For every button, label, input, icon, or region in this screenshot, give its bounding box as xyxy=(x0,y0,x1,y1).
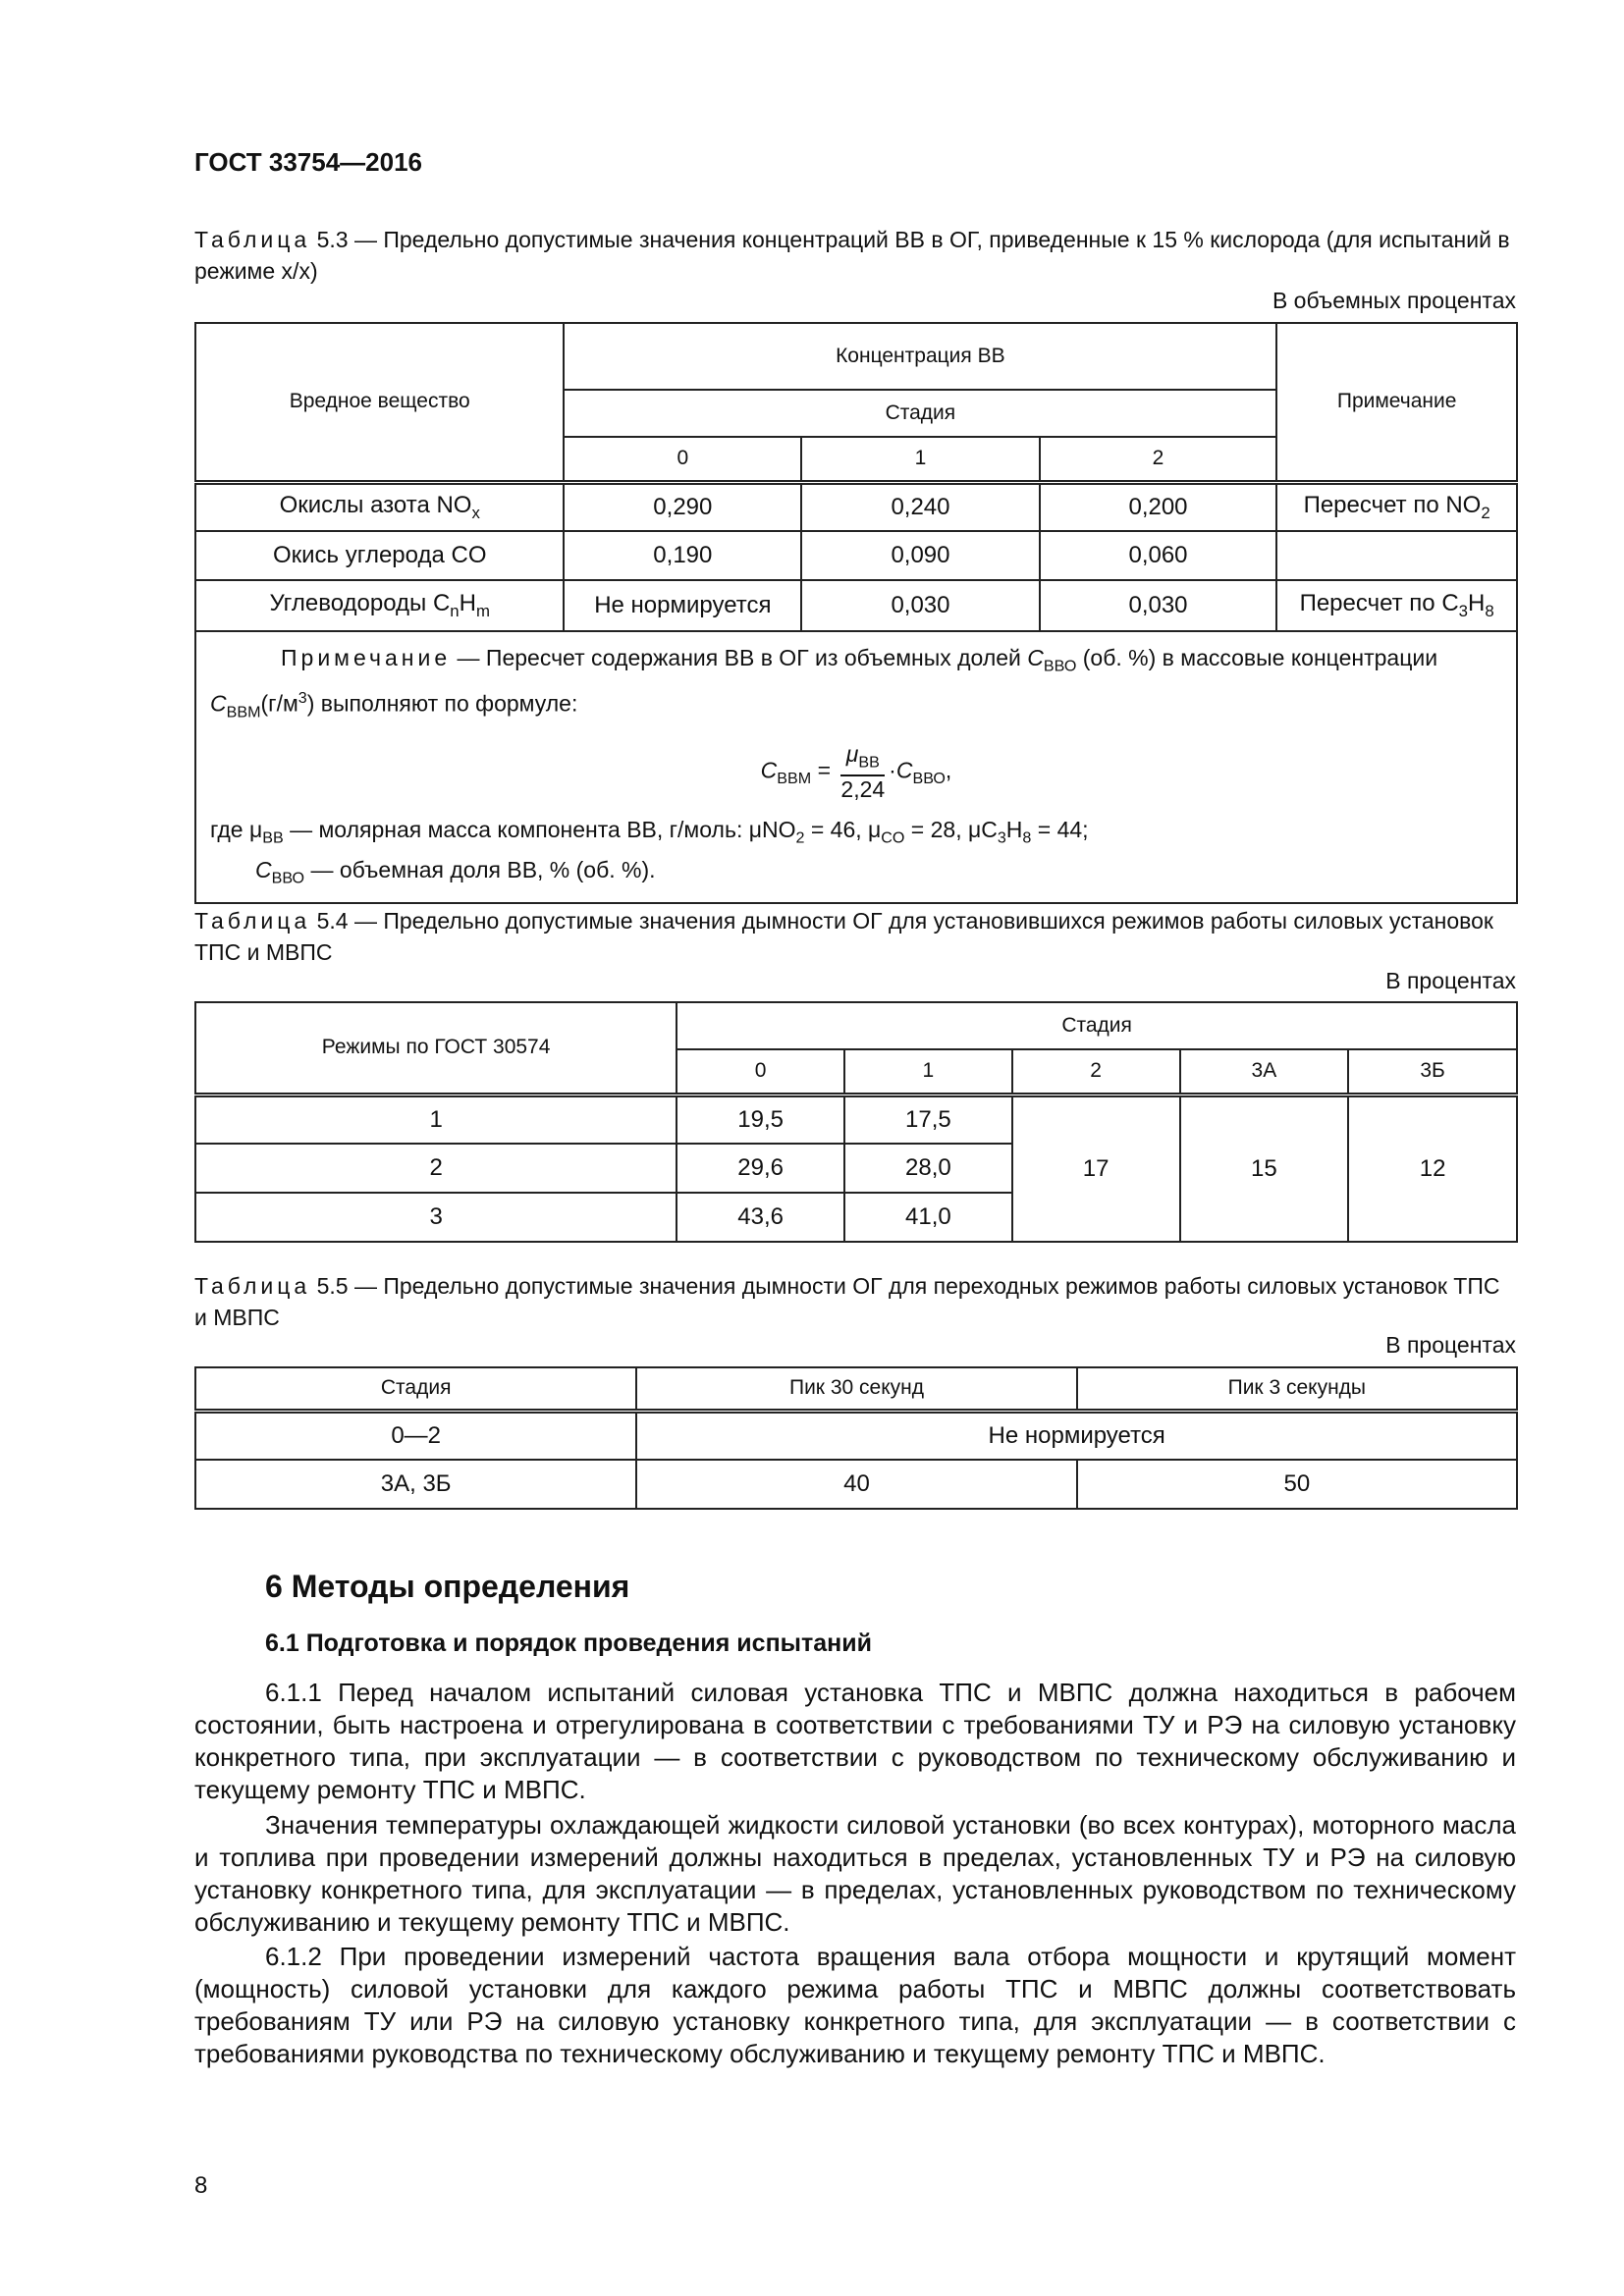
stage-0: 0 xyxy=(677,1049,844,1095)
table-note xyxy=(195,631,1517,903)
value-cell: 17,5 xyxy=(844,1095,1012,1144)
table-5-5 xyxy=(194,1366,1518,1510)
stage-0: 0 xyxy=(564,437,801,482)
value-cell: Не нормируется xyxy=(564,580,801,631)
caption-lead: Таблица xyxy=(194,227,311,252)
table-5-4-units: В процентах xyxy=(1385,968,1516,993)
value-cell: 0,190 xyxy=(564,531,801,580)
mode-cell: 2 xyxy=(195,1144,677,1193)
value-cell: 29,6 xyxy=(677,1144,844,1193)
value-cell-stage-3a: 15 xyxy=(1180,1095,1349,1242)
substance-hc: Углеводороды $C_nH_m$ xyxy=(195,580,564,631)
value-cell-stage-2: 17 xyxy=(1012,1095,1180,1242)
stage-3b: 3Б xyxy=(1348,1049,1517,1095)
table-5-5-units: В процентах xyxy=(1385,1332,1516,1358)
value-cell: 50 xyxy=(1077,1460,1517,1509)
page-number: 8 xyxy=(194,2172,208,2199)
stage-1: 1 xyxy=(801,437,1040,482)
substance-nox: Окислы азота $NO_x$ xyxy=(195,482,564,531)
table-5-4-caption: Таблица 5.4 — Предельно допустимые значения дымности ОГ для установившихся режимов работы силовых установок ТПС и МВПС xyxy=(194,908,1493,965)
stage-cell: 0—2 xyxy=(195,1411,636,1460)
note-text: Примечание — Пересчет содержания ВВ в ОГ из объемных долей $C_{ВВО}$ (об. %) в массовые концентрации $C_{ВВМ}(г/м^3)$ выполняют по формуле: xyxy=(210,645,1438,721)
col-header-stage: Стадия xyxy=(564,390,1276,437)
value-cell: 0,200 xyxy=(1040,482,1277,531)
stage-1: 1 xyxy=(844,1049,1012,1095)
table-row xyxy=(195,1411,1517,1460)
table-row xyxy=(195,482,1517,531)
note-cell: Пересчет по $NO_2$ xyxy=(1276,482,1517,531)
table-5-5-caption: Таблица 5.5 — Предельно допустимые значения дымности ОГ для переходных режимов работы силовых установок ТПС и МВПС xyxy=(194,1273,1500,1330)
note-cell xyxy=(1276,531,1517,580)
document-code: ГОСТ 33754—2016 xyxy=(194,147,422,177)
value-cell: 41,0 xyxy=(844,1193,1012,1242)
section-title: 6 Методы определения xyxy=(265,1569,630,1604)
value-cell: 0,030 xyxy=(801,580,1040,631)
paragraph-6-1-2: 6.1.2 При проведении измерений частота вращения вала отбора мощности и крутящий момент (мощность) силовой установки для каждого режима работы ТПС и МВПС должны соответствовать требованиям ТУ или РЭ на силовую установку конкретного типа, для эксплуатации — в соответствии с требованиями руководства по техническому обслуживанию и текущему ремонту ТПС и МВПС. xyxy=(194,1942,1516,2068)
formula-where-1: где $\mu_{ВВ}$ — молярная масса компонента ВВ, г/моль: μNO$_2$ = 46, $\mu_{CO} = 28$, $\mu C_3H_8 = 44$; xyxy=(210,817,1089,848)
table-row xyxy=(195,1460,1517,1509)
subsection-title: 6.1 Подготовка и порядок проведения испытаний xyxy=(265,1629,873,1657)
value-cell: 19,5 xyxy=(677,1095,844,1144)
table-row xyxy=(195,531,1517,580)
note-cell: Пересчет по $C_3H_8$ xyxy=(1276,580,1517,631)
substance-co: Окись углерода CO xyxy=(195,531,564,580)
table-row xyxy=(195,580,1517,631)
value-cell: 0,060 xyxy=(1040,531,1277,580)
stage-2: 2 xyxy=(1012,1049,1180,1095)
table-row xyxy=(195,1095,1517,1144)
table-5-3-caption xyxy=(194,224,1516,287)
value-cell: 0,030 xyxy=(1040,580,1277,631)
formula: $C_{ВВМ}$ = $\frac{\mu_{ВВ}}{2,24}$ $\cdot C_{ВВО}$, xyxy=(760,740,952,803)
paragraph-temperature: Значения температуры охлаждающей жидкости силовой установки (во всех контурах), моторного масла и топлива при проведении измерений должны находиться в пределах, установленных ТУ и РЭ на силовую установку конкретного типа, для эксплуатации — в пределах, установленных руководством по техническому обслуживанию и текущему ремонту ТПС и МВПС. xyxy=(194,1810,1516,1937)
stage-3a: 3А xyxy=(1180,1049,1349,1095)
formula-where-2: $C_{ВВО}$ — объемная доля ВВ, % (об. %). xyxy=(255,857,656,887)
table-5-3 xyxy=(194,322,1518,904)
col-header-stage: Стадия xyxy=(677,1002,1517,1049)
value-cell: 0,290 xyxy=(564,482,801,531)
value-cell: 0,240 xyxy=(801,482,1040,531)
stage-cell: 3А, 3Б xyxy=(195,1460,636,1509)
col-header-peak-30: Пик 30 секунд xyxy=(636,1367,1076,1411)
value-cell: Не нормируется xyxy=(636,1411,1517,1460)
value-cell: 40 xyxy=(636,1460,1076,1509)
table-5-4 xyxy=(194,1001,1518,1243)
col-header-stage: Стадия xyxy=(195,1367,636,1411)
col-header-peak-3: Пик 3 секунды xyxy=(1077,1367,1517,1411)
stage-2: 2 xyxy=(1040,437,1277,482)
value-cell: 43,6 xyxy=(677,1193,844,1242)
col-header-note: Примечание xyxy=(1276,323,1517,482)
mode-cell: 1 xyxy=(195,1095,677,1144)
mode-cell: 3 xyxy=(195,1193,677,1242)
value-cell-stage-3b: 12 xyxy=(1348,1095,1517,1242)
col-header-concentration: Концентрация ВВ xyxy=(564,323,1276,390)
value-cell: 28,0 xyxy=(844,1144,1012,1193)
col-header-modes: Режимы по ГОСТ 30574 xyxy=(195,1002,677,1095)
caption-text: 5.3 — Предельно допустимые значения концентраций ВВ в ОГ, приведенные к 15 % кислорода (для испытаний в режиме х/х) xyxy=(194,227,1510,284)
table-5-3-units: В объемных процентах xyxy=(1272,288,1516,313)
value-cell: 0,090 xyxy=(801,531,1040,580)
col-header-substance: Вредное вещество xyxy=(195,323,564,482)
paragraph-6-1-1: 6.1.1 Перед началом испытаний силовая установка ТПС и МВПС должна находиться в рабочем состоянии, быть настроена и отрегулирована в соответствии с требованиями ТУ и РЭ на силовую установку конкретного типа, при эксплуатации — в соответствии с руководством по техническому обслуживанию и текущему ремонту ТПС и МВПС. xyxy=(194,1678,1516,1804)
